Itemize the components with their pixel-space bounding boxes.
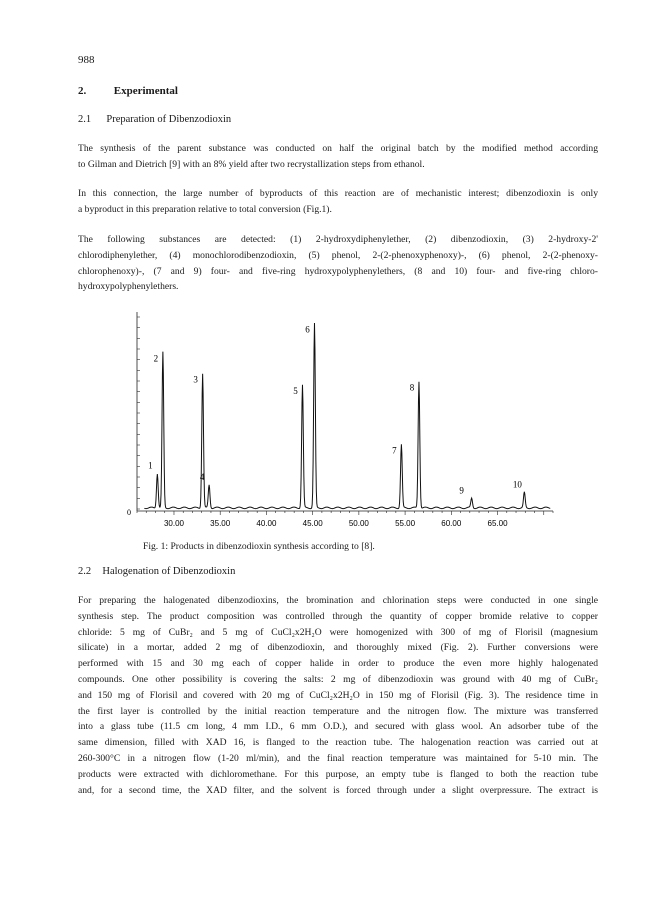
subsection-number: 2.2 — [78, 566, 92, 577]
text-line: same dimension, filled with XAD 16, is flanged to the reaction tube. The halogenation reaction was carried out at — [78, 737, 598, 749]
peak-label: 4 — [199, 471, 205, 482]
text-line: and 150 mg of Florisil and covered with 20 mg of CuCl₂x2H₂O in 150 mg of Florisil (Fig. 3). The residence time in — [78, 689, 598, 701]
section-heading — [78, 85, 598, 97]
text-line: The synthesis of the parent substance was conducted on half the original batch by the modified method according — [78, 143, 598, 154]
x-tick-label: 40.00 — [256, 519, 277, 528]
text-line: compounds. One other possibility is covering the salts: 2 mg of dibenzodioxin was ground with 40 mg of CuBr₂ — [78, 673, 598, 685]
subsection-number: 2.1 — [78, 114, 92, 125]
page-number: 988 — [78, 54, 95, 66]
paragraph-synthesis — [78, 141, 598, 173]
text-line: synthesis step. The product composition was controlled through the quantity of copper bromide relative to copper — [78, 610, 598, 622]
x-tick-label: 55.00 — [395, 519, 416, 528]
paragraph-substances — [78, 232, 598, 295]
text-line: into a glass tube (11.5 cm long, 4 mm I.D., 6 mm O.D.), and secured with glass wool. An adsorber tube of the — [78, 721, 598, 733]
text-line: The following substances are detected: (1) 2-hydroxydiphenylether, (2) dibenzodioxin, (3) 2-hydroxy-2' — [78, 234, 598, 245]
text-line: In this connection, the large number of byproducts of this reaction are of mechanistic interest; dibenzodioxin is only — [78, 188, 598, 199]
chromatogram-chart — [125, 312, 555, 534]
chart-x-ticks — [137, 511, 553, 528]
x-tick-label: 35.00 — [210, 519, 231, 528]
chart-trace — [144, 323, 550, 509]
text-line: to Gilman and Dietrich [9] with an 8% yield after two recrystallization steps from ethanol. — [78, 158, 425, 170]
text-line: hydroxypolyphenylethers. — [78, 281, 179, 293]
peak-label: 6 — [305, 324, 310, 335]
paragraph-byproducts — [78, 186, 598, 218]
section-title: Experimental — [113, 85, 178, 97]
subsection-title: Halogenation of Dibenzodioxin — [102, 566, 236, 577]
text-line: a byproduct in this preparation relative to total conversion (Fig.1). — [78, 203, 332, 215]
text-line: chlorodiphenylether, (4) monochlorodibenzodioxin, (5) phenol, 2-(2-phenoxyphenoxy)-, (6) phenol, 2-(2-phenoxy- — [78, 249, 598, 261]
x-tick-label: 65.00 — [487, 519, 508, 528]
y-origin-label: 0 — [127, 508, 131, 517]
peak-label: 8 — [409, 382, 415, 393]
paragraph-halogenation — [78, 593, 598, 798]
text-line: the first layer is controlled by the initial reaction temperature and the nitrogen flow. The mixture was transferred — [78, 705, 598, 717]
figure-caption: Fig. 1: Products in dibenzodioxin synthesis according to [8]. — [143, 541, 375, 552]
x-tick-label: 60.00 — [441, 519, 462, 528]
text-line: performed with 15 and 30 mg each of copper halide in order to produce the even more highly halogenated — [78, 658, 598, 670]
subsection-heading-1 — [78, 114, 598, 125]
peak-label: 3 — [193, 374, 198, 385]
peak-label: 2 — [153, 353, 159, 364]
peak-label: 7 — [392, 445, 397, 456]
chart-axes — [127, 312, 553, 517]
chromatogram-trace — [144, 323, 550, 509]
peak-label: 9 — [459, 485, 464, 496]
text-line: silicate) in a mortar, added 2 mg of dibenzodioxin, and thoroughly mixed (Fig. 2). Further conversions were — [78, 642, 598, 654]
subsection-heading-2 — [78, 566, 598, 577]
x-tick-label: 50.00 — [348, 519, 369, 528]
text-line: 260-300°C in a nitrogen flow (1-20 ml/min), and the final reaction temperature was maintained for 5-10 min. The — [78, 752, 598, 764]
peak-label: 1 — [148, 460, 153, 471]
peak-label: 10 — [512, 479, 522, 490]
section-number: 2. — [78, 85, 87, 97]
peak-label: 5 — [293, 386, 298, 397]
subsection-title: Preparation of Dibenzodioxin — [106, 114, 232, 125]
text-line: products were extracted with dichloromethane. For this purpose, an empty tube is flanged to both the reaction tube — [78, 768, 598, 780]
text-line: chloride: 5 mg of CuBr₂ and 5 mg of CuCl₂x2H₂O were homogenized with 300 of mg of Florisil (magnesium — [78, 626, 598, 638]
text-line: chlorophenoxy)-, (7 and 9) four- and five-ring hydroxypolyphenylethers, (8 and 10) four- and five-ring chloro- — [78, 265, 598, 277]
x-tick-label: 45.00 — [302, 519, 323, 528]
text-line: For preparing the halogenated dibenzodioxins, the bromination and chlorination steps were conducted in one single — [78, 595, 598, 606]
text-line: and, for a second time, the XAD filter, and the solvent is forced through under a slight overpressure. The extract is — [78, 784, 598, 796]
x-tick-label: 30.00 — [163, 519, 184, 528]
